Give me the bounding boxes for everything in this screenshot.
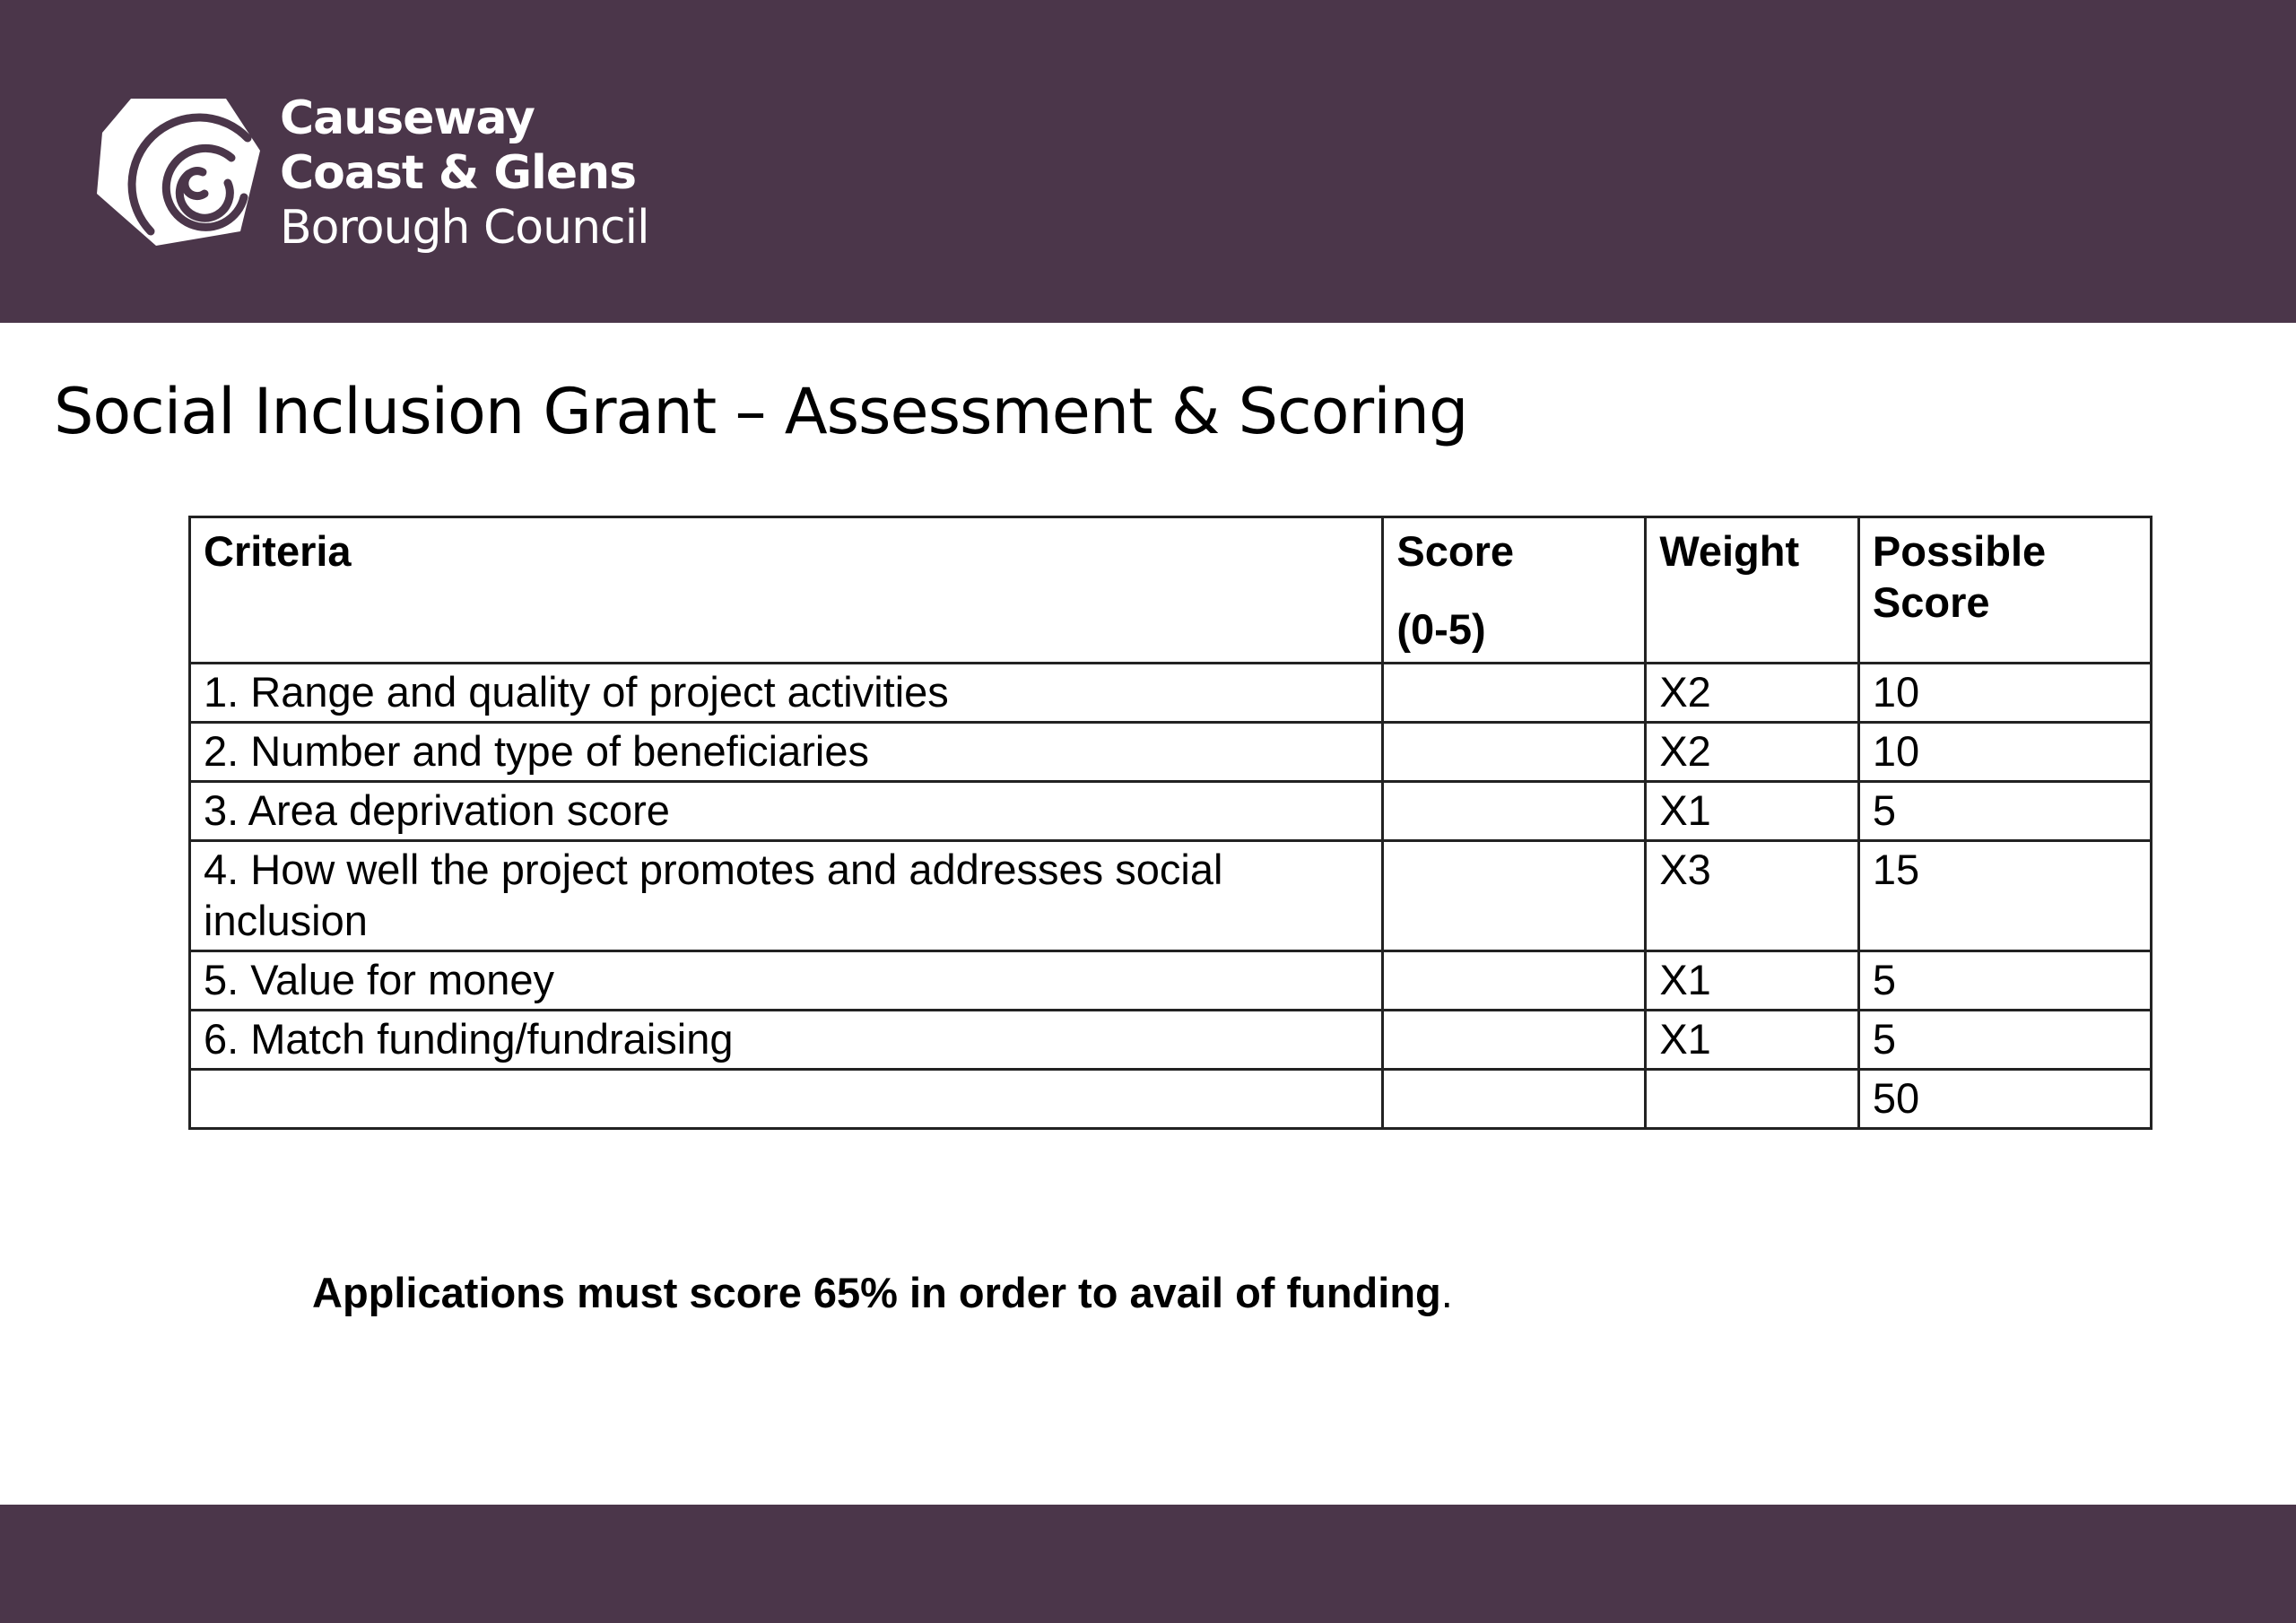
- spiral-logo-icon: [97, 97, 260, 246]
- criteria-cell: 6. Match funding/fundraising: [190, 1011, 1383, 1070]
- criteria-cell: 1. Range and quality of project activities: [190, 664, 1383, 723]
- total-criteria-cell: [190, 1070, 1383, 1129]
- table-row: [190, 723, 2152, 782]
- funding-threshold-note: [312, 1268, 1453, 1317]
- header-weight-label: Weight: [1659, 527, 1800, 575]
- total-row: [190, 1070, 2152, 1129]
- possible-score-cell: 10: [1858, 723, 2151, 782]
- note-suffix: .: [1440, 1269, 1453, 1316]
- weight-cell: X1: [1646, 951, 1859, 1011]
- header-possible-line-1: Possible: [1872, 527, 2047, 575]
- score-cell: [1383, 841, 1646, 951]
- criteria-cell: 5. Value for money: [190, 951, 1383, 1011]
- logo-line-2: Coast & Glens: [280, 146, 637, 200]
- header-possible-score: [1858, 517, 2151, 664]
- header-score-label: Score: [1396, 527, 1515, 575]
- weight-cell: X3: [1646, 841, 1859, 951]
- footer-band: [0, 1505, 2296, 1623]
- table-row: [190, 1011, 2152, 1070]
- total-possible-score-cell: 50: [1858, 1070, 2151, 1129]
- council-logo: [97, 91, 649, 259]
- score-cell: [1383, 1011, 1646, 1070]
- page-title: Social Inclusion Grant – Assessment & Scoring: [54, 375, 1468, 448]
- header-score: [1383, 517, 1646, 664]
- score-cell: [1383, 664, 1646, 723]
- header-criteria: [190, 517, 1383, 664]
- weight-cell: X2: [1646, 664, 1859, 723]
- total-weight-cell: [1646, 1070, 1859, 1129]
- header-possible-line-2: Score: [1872, 578, 1990, 626]
- criteria-cell: 3. Area deprivation score: [190, 782, 1383, 841]
- header-score-range: (0-5): [1396, 605, 1486, 653]
- possible-score-cell: 15: [1858, 841, 2151, 951]
- note-bold-text: Applications must score 65% in order to avail of funding: [312, 1269, 1441, 1316]
- logo-line-1: Causeway: [280, 91, 535, 145]
- possible-score-cell: 5: [1858, 951, 2151, 1011]
- table-row: [190, 782, 2152, 841]
- criteria-cell: 2. Number and type of beneficiaries: [190, 723, 1383, 782]
- header-criteria-label: Criteria: [204, 527, 352, 575]
- total-score-cell: [1383, 1070, 1646, 1129]
- table-header-row: [190, 517, 2152, 664]
- scoring-table: [188, 516, 2152, 1130]
- criteria-cell: 4. How well the project promotes and addresses social inclusion: [190, 841, 1383, 951]
- possible-score-cell: 5: [1858, 782, 2151, 841]
- weight-cell: X1: [1646, 782, 1859, 841]
- possible-score-cell: 10: [1858, 664, 2151, 723]
- logo-wordmark: [280, 91, 649, 259]
- score-cell: [1383, 782, 1646, 841]
- score-cell: [1383, 723, 1646, 782]
- logo-line-3: Borough Council: [280, 201, 649, 255]
- weight-cell: X2: [1646, 723, 1859, 782]
- score-cell: [1383, 951, 1646, 1011]
- header-band: [0, 0, 2296, 323]
- header-weight: [1646, 517, 1859, 664]
- table-row: [190, 951, 2152, 1011]
- possible-score-cell: 5: [1858, 1011, 2151, 1070]
- weight-cell: X1: [1646, 1011, 1859, 1070]
- table-row: [190, 841, 2152, 951]
- table-row: [190, 664, 2152, 723]
